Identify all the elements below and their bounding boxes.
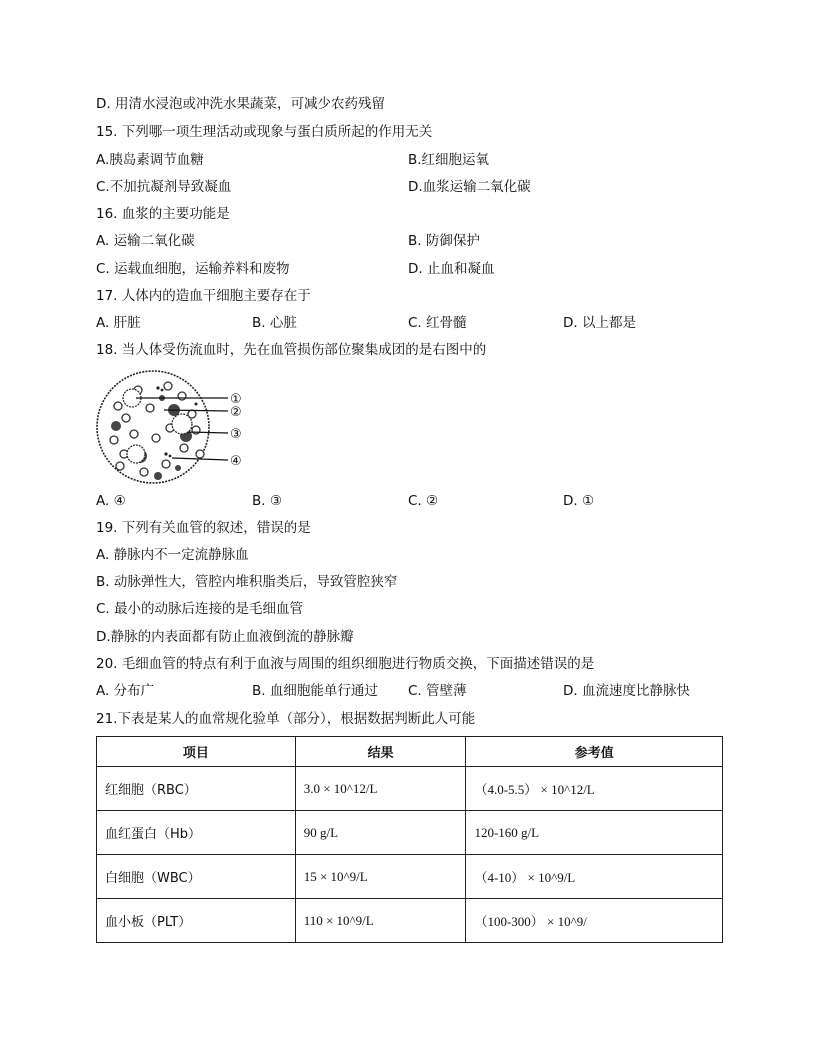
question-19: 19. 下列有关血管的叙述，错误的是 [96, 520, 311, 536]
table-header-result: 结果 [295, 737, 466, 767]
question-20: 20. 毛细血管的特点有利于血液与周围的组织细胞进行物质交换，下面描述错误的是 [96, 656, 595, 672]
q17-option-c: C. 红骨髓 [408, 315, 467, 331]
figure-label-3: ③ [230, 427, 242, 442]
q18-option-c: C. ② [408, 493, 439, 509]
option-d-previous: D. 用清水浸泡或冲洗水果蔬菜，可减少农药残留 [96, 96, 385, 112]
figure-label-1: ① [230, 392, 242, 407]
table-row [97, 767, 723, 811]
q16-option-a: A. 运输二氧化碳 [96, 233, 195, 249]
blood-test-table [96, 736, 723, 943]
q17-option-d: D. 以上都是 [563, 315, 636, 331]
table-row [97, 811, 723, 855]
q17-option-a: A. 肝脏 [96, 315, 141, 331]
q15-option-d: D.血浆运输二氧化碳 [408, 179, 531, 195]
table-header-reference: 参考值 [466, 737, 723, 767]
q18-option-b: B. ③ [252, 493, 282, 509]
figure-label-4: ④ [230, 454, 242, 469]
table-header-row [97, 737, 723, 767]
q20-option-a: A. 分布广 [96, 683, 155, 699]
q15-option-b: B.红细胞运氧 [408, 152, 490, 168]
table-row [97, 899, 723, 943]
question-17: 17. 人体内的造血干细胞主要存在于 [96, 288, 311, 304]
q16-option-b: B. 防御保护 [408, 233, 480, 249]
table-cell-result: 110 × 10^9/L [295, 899, 466, 943]
question-16: 16. 血浆的主要功能是 [96, 206, 230, 222]
table-cell-result: 15 × 10^9/L [295, 855, 466, 899]
question-15: 15. 下列哪一项生理活动或现象与蛋白质所起的作用无关 [96, 124, 433, 140]
table-cell-reference: （4-10） × 10^9/L [466, 855, 723, 899]
q18-option-a: A. ④ [96, 493, 126, 509]
table-cell-result: 3.0 × 10^12/L [295, 767, 466, 811]
table-header-item: 项目 [97, 737, 296, 767]
question-21: 21.下表是某人的血常规化验单（部分），根据数据判断此人可能 [96, 711, 476, 727]
table-cell-item: 血小板（PLT） [97, 899, 296, 943]
q20-option-d: D. 血流速度比静脉快 [563, 683, 690, 699]
q15-option-c: C.不加抗凝剂导致凝血 [96, 179, 232, 195]
q16-option-d: D. 止血和凝血 [408, 261, 495, 277]
table-cell-item: 红细胞（RBC） [97, 767, 296, 811]
q19-option-d: D.静脉的内表面都有防止血液倒流的静脉瓣 [96, 629, 354, 645]
q19-option-b: B. 动脉弹性大，管腔内堆积脂类后，导致管腔狭窄 [96, 574, 398, 590]
question-18: 18. 当人体受伤流血时，先在血管损伤部位聚集成团的是右图中的 [96, 342, 487, 358]
q19-option-a: A. 静脉内不一定流静脉血 [96, 547, 249, 563]
q17-option-b: B. 心脏 [252, 315, 297, 331]
table-cell-item: 血红蛋白（Hb） [97, 811, 296, 855]
q16-option-c: C. 运载血细胞，运输养料和废物 [96, 261, 290, 277]
table-cell-item: 白细胞（WBC） [97, 855, 296, 899]
table-row [97, 855, 723, 899]
table-cell-reference: （100-300） × 10^9/ [466, 899, 723, 943]
q20-option-c: C. 管壁薄 [408, 683, 467, 699]
table-cell-result: 90 g/L [295, 811, 466, 855]
figure-label-2: ② [230, 405, 242, 420]
q15-option-a: A.胰岛素调节血糖 [96, 152, 204, 168]
table-cell-reference: 120-160 g/L [466, 811, 723, 855]
q20-option-b: B. 血细胞能单行通过 [252, 683, 378, 699]
q18-option-d: D. ① [563, 493, 595, 509]
blood-smear-figure [96, 368, 266, 486]
q19-option-c: C. 最小的动脉后连接的是毛细血管 [96, 601, 304, 617]
table-cell-reference: （4.0-5.5） × 10^12/L [466, 767, 723, 811]
